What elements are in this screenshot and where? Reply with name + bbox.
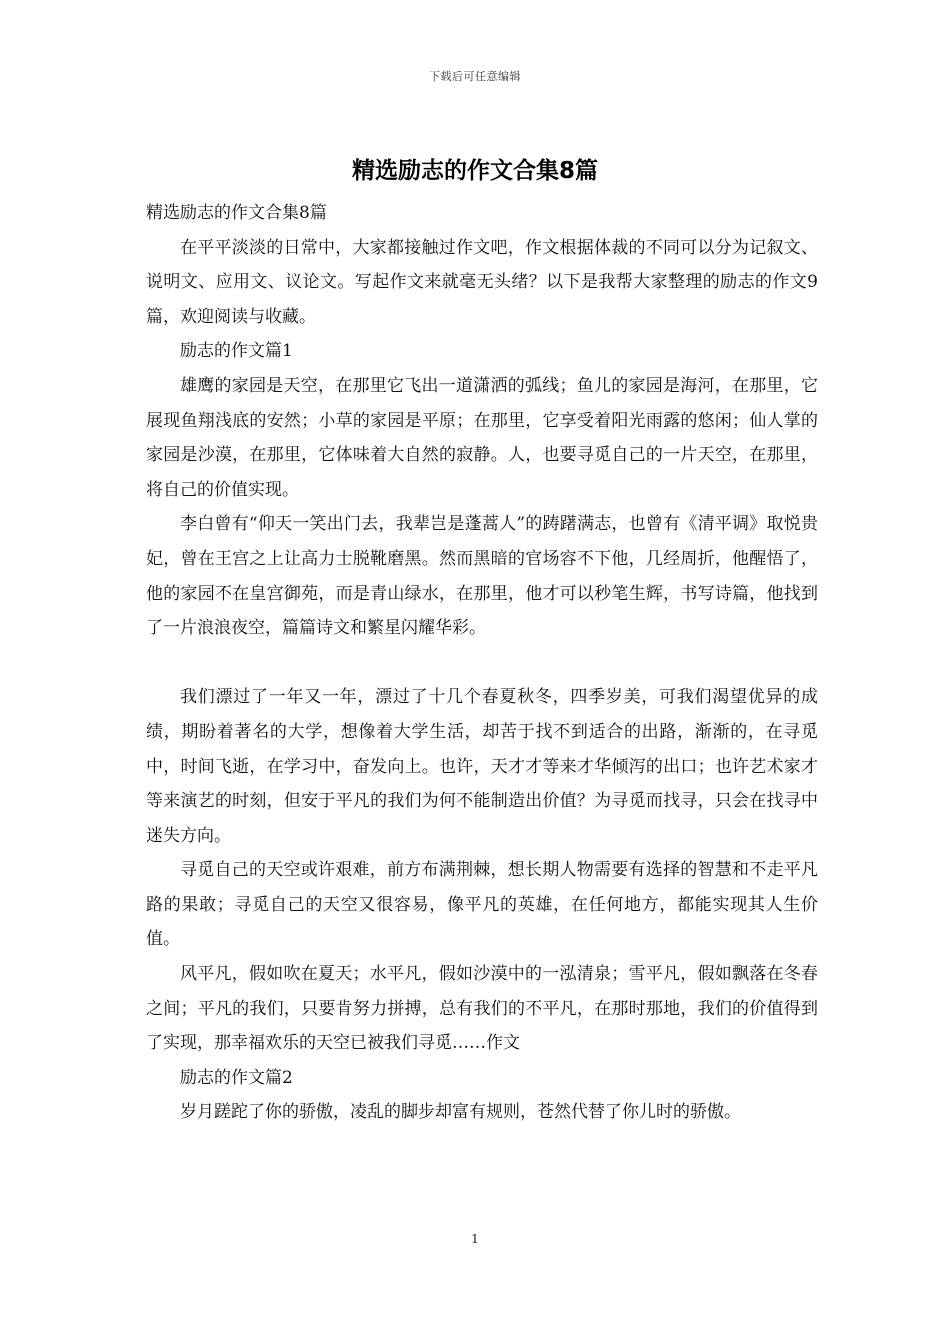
body-paragraph: 岁月蹉跎了你的骄傲，凌乱的脚步却富有规则，苍然代替了你儿时的骄傲。 [180, 1102, 741, 1123]
section-heading-2: 励志的作文篇2 [180, 1067, 293, 1088]
body-paragraph: 风平凡，假如吹在夏天；水平凡，假如沙漠中的一泓清泉；雪平凡，假如飘落在冬春之间；平凡的我们，只要肯努力拼搏，总有我们的不平凡，在那时那地，我们的价值得到了实现，那幸福欢乐的天空已被我们寻觅……作文 [146, 964, 818, 1054]
section-heading-1: 励志的作文篇1 [180, 341, 293, 362]
body-paragraph: 我们漂过了一年又一年，漂过了十几个春夏秋冬，四季岁美，可我们渴望优异的成绩，期盼着著名的大学，想像着大学生活，却苦于找不到适合的出路，渐渐的，在寻觅中，时间飞逝，在学习中，奋发向上。也许，天才才等来才华倾泻的出口；也许艺术家才等来演艺的时刻，但安于平凡的我们为何不能制造出价值？为寻觅而找寻，只会在找寻中迷失方向。 [146, 687, 818, 846]
subtitle-line: 精选励志的作文合集8篇 [146, 203, 327, 223]
header-note: 下载后可任意编辑 [429, 70, 521, 83]
document-title: 精选励志的作文合集8篇 [351, 158, 598, 184]
document-body [146, 196, 818, 1130]
body-paragraph: 寻觅自己的天空或许艰难，前方布满荆棘，想长期人物需要有选择的智慧和不走平凡路的果敢；寻觅自己的天空又很容易，像平凡的英雄，在任何地方，都能实现其人生价值。 [146, 860, 818, 950]
blank-line [146, 646, 818, 681]
body-paragraph: 李白曾有“仰天一笑出门去，我辈岂是蓬蒿人”的踌躇满志，也曾有《清平调》取悦贵妃，曾在王宫之上让高力士脱靴磨黑。然而黑暗的官场容不下他，几经周折，他醒悟了，他的家园不在皇宫御苑，而是青山绿水，在那里，他才可以秒笔生辉，书写诗篇，他找到了一片浪浪夜空，篇篇诗文和繁星闪耀华彩。 [146, 514, 818, 639]
page-number: 1 [471, 1232, 479, 1246]
intro-paragraph: 在平平淡淡的日常中，大家都接触过作文吧，作文根据体裁的不同可以分为记叙文、说明文、应用文、议论文。写起作文来就毫无头绪？以下是我帮大家整理的励志的作文9篇，欢迎阅读与收藏。 [146, 237, 818, 327]
body-paragraph: 雄鹰的家园是天空，在那里它飞出一道潇洒的弧线；鱼儿的家园是海河，在那里，它展现鱼翔浅底的安然；小草的家园是平原；在那里，它享受着阳光雨露的悠闲；仙人掌的家园是沙漠，在那里，它体味着大自然的寂静。人，也要寻觅自己的一片天空，在那里，将自己的价值实现。 [146, 375, 818, 500]
